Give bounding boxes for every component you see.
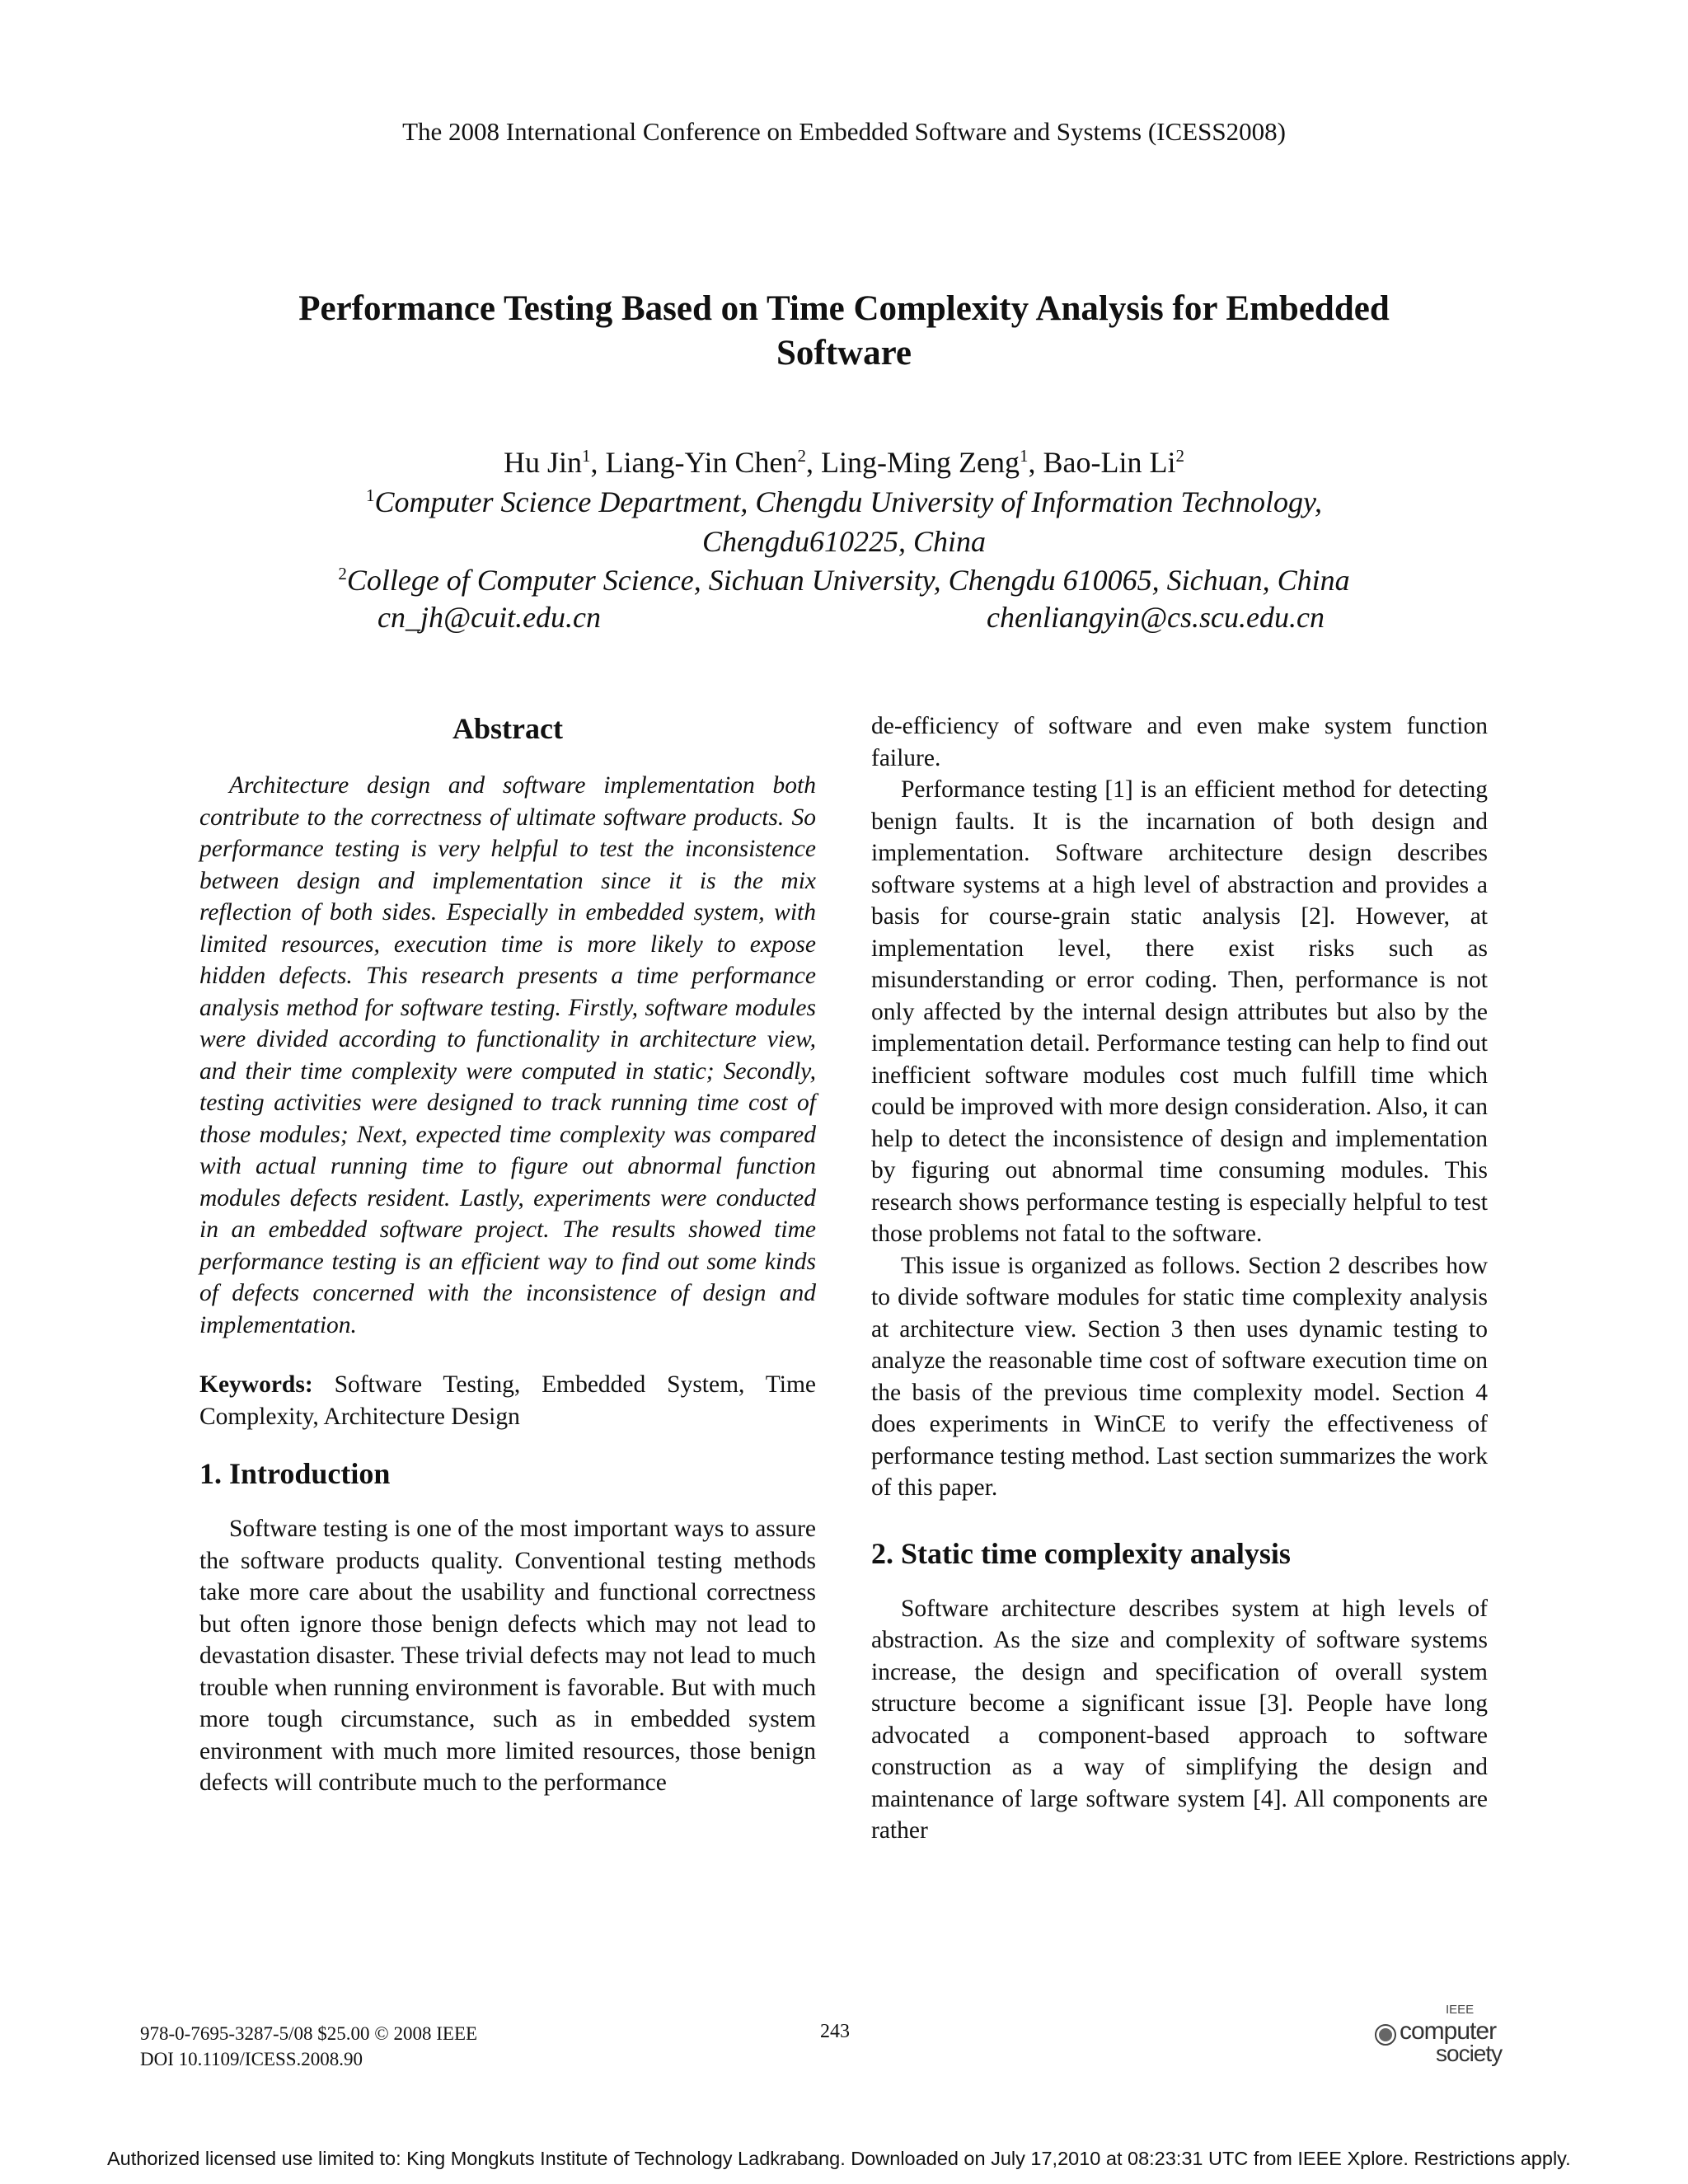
abstract-heading: Abstract	[452, 712, 563, 745]
affiliation-mark: 2	[338, 564, 347, 583]
title-line-2: Software	[776, 334, 912, 373]
conference-header: The 2008 International Conference on Embedded Software and Systems (ICESS2008)	[402, 117, 1286, 146]
logo-computer-text: computer	[1400, 2018, 1497, 2045]
keywords-text: Software Testing, Embedded System, Time Complexity, Architecture Design	[199, 1371, 816, 1430]
section-1-heading: 1. Introduction	[199, 1457, 391, 1490]
intro-paragraph-1-continued: de-efficiency of software and even make system function failure.	[871, 713, 1488, 771]
author-name: Ling-Ming Zeng	[821, 446, 1020, 479]
intro-paragraph-1: Software testing is one of the most important ways to assure the software products quality. Conventional testing methods take more care about the usability and functional correctness but often ignore those benign defects which may not lead to devastation disaster. These trivial defects may not lead to much trouble when running environment is favorable. But with much more tough circumstance, such as in embedded system environment with much more limited resources, those benign defects will contribute much to the performance	[199, 1516, 816, 1796]
logo-society-text: society	[1436, 2041, 1503, 2066]
section-2-paragraph-1: Software architecture describes system at high levels of abstraction. As the size and complexity of software systems increase, the design and specification of overall system structure become a significant issue [3]. People have long advocated a component-based approach to software construction as a way of simplifying the design and maintenance of large software system [4]. All components are rather	[871, 1595, 1488, 1844]
affiliation-1-line-1: Computer Science Department, Chengdu University of Information Technology,	[374, 485, 1322, 518]
license-notice: Authorized licensed use limited to: King Mongkuts Institute of Technology Ladkrabang. Downloaded on July 17,2010 at 08:23:31 UTC from IEEE Xplore. Restrictions apply.	[107, 2148, 1571, 2169]
intro-paragraph-2: Performance testing [1] is an efficient method for detecting benign faults. It is the incarnation of both design and implementation. Software architecture design describes software systems at a high level of abstraction and provides a basis for course-grain static analysis [2]. However, at implementation level, there exist risks such as misunderstanding or error coding. Then, performance is not only affected by the internal design attributes but also by the implementation detail. Performance testing can help to find out inefficient software modules cost much fulfill time which could be improved with more design consideration. Also, it can help to detect the inconsistence of design and implementation by figuring out abnormal time consuming modules. This research shows performance testing is especially helpful to test those problems not fatal to the software.	[871, 776, 1489, 1247]
ieee-computer-society-logo	[1375, 2003, 1540, 2069]
keywords	[199, 1369, 816, 1432]
globe-icon	[1375, 2024, 1396, 2046]
left-column	[199, 710, 816, 1799]
logo-ieee-text: IEEE	[1446, 2003, 1475, 2017]
right-column	[871, 710, 1488, 1847]
affiliation-mark: 1	[365, 485, 375, 505]
author-affiliation-mark: 2	[797, 446, 807, 466]
affiliation-2-text: College of Computer Science, Sichuan University, Chengdu 610065, Sichuan, China	[346, 564, 1350, 597]
author-affiliation-mark: 1	[582, 446, 591, 466]
abstract-text: Architecture design and software implementation both contribute to the correctness of ultimate software products. So performance testing is very helpful to test the inconsistence between design and implementation since it is the mix reflection of both sides. Especially in embedded system, with limited resources, execution time is more likely to expose hidden defects. This research presents a time performance analysis method for software testing. Firstly, software modules were divided according to functionality in architecture view, and their time complexity were computed in static; Secondly, testing activities were designed to track running time cost of those modules; Next, expected time complexity was compared with actual running time to figure out abnormal function modules defects resident. Lastly, experiments were conducted in an embedded software project. The results showed time performance testing is an efficient way to find out some kinds of defects concerned with the inconsistence of design and implementation.	[199, 772, 816, 1338]
author-affiliation-mark: 1	[1019, 446, 1029, 466]
affiliation-1	[0, 485, 1688, 519]
footer-doi: DOI 10.1109/ICESS.2008.90	[140, 2049, 363, 2069]
email-2[interactable]: chenliangyin@cs.scu.edu.cn	[987, 601, 1325, 634]
section-2-heading: 2. Static time complexity analysis	[871, 1536, 1291, 1570]
author-affiliation-mark: 2	[1175, 446, 1184, 466]
keywords-label: Keywords:	[199, 1371, 313, 1398]
author-name: Bao-Lin Li	[1043, 446, 1176, 479]
page-number: 243	[820, 2021, 850, 2042]
paper-title	[198, 287, 1490, 376]
footer-isbn: 978-0-7695-3287-5/08 $25.00 © 2008 IEEE	[140, 2023, 478, 2044]
title-line-1: Performance Testing Based on Time Complexity Analysis for Embedded	[298, 289, 1390, 328]
email-1[interactable]: cn_jh@cuit.edu.cn	[377, 601, 602, 634]
footer-publication-info	[140, 2021, 477, 2072]
author-name: Hu Jin	[504, 446, 583, 479]
author-list: Hu Jin$^1$, Liang-Yin Chen$^2$, Ling-Ming Zeng$^1$, Bao-Lin Li$^2$	[504, 446, 1184, 479]
author-name: Liang-Yin Chen	[605, 446, 798, 479]
affiliation-1-line-2: Chengdu610225, China	[701, 525, 986, 558]
intro-paragraph-3: This issue is organized as follows. Section 2 describes how to divide software modules for static time complexity analysis at architecture view. Section 3 then uses dynamic testing to analyze the reasonable time cost of software execution time on the basis of the previous time complexity model. Section 4 does experiments in WinCE to verify the effectiveness of performance testing method. Last section summarizes the work of this paper.	[871, 1252, 1488, 1501]
affiliation-2	[0, 563, 1688, 598]
